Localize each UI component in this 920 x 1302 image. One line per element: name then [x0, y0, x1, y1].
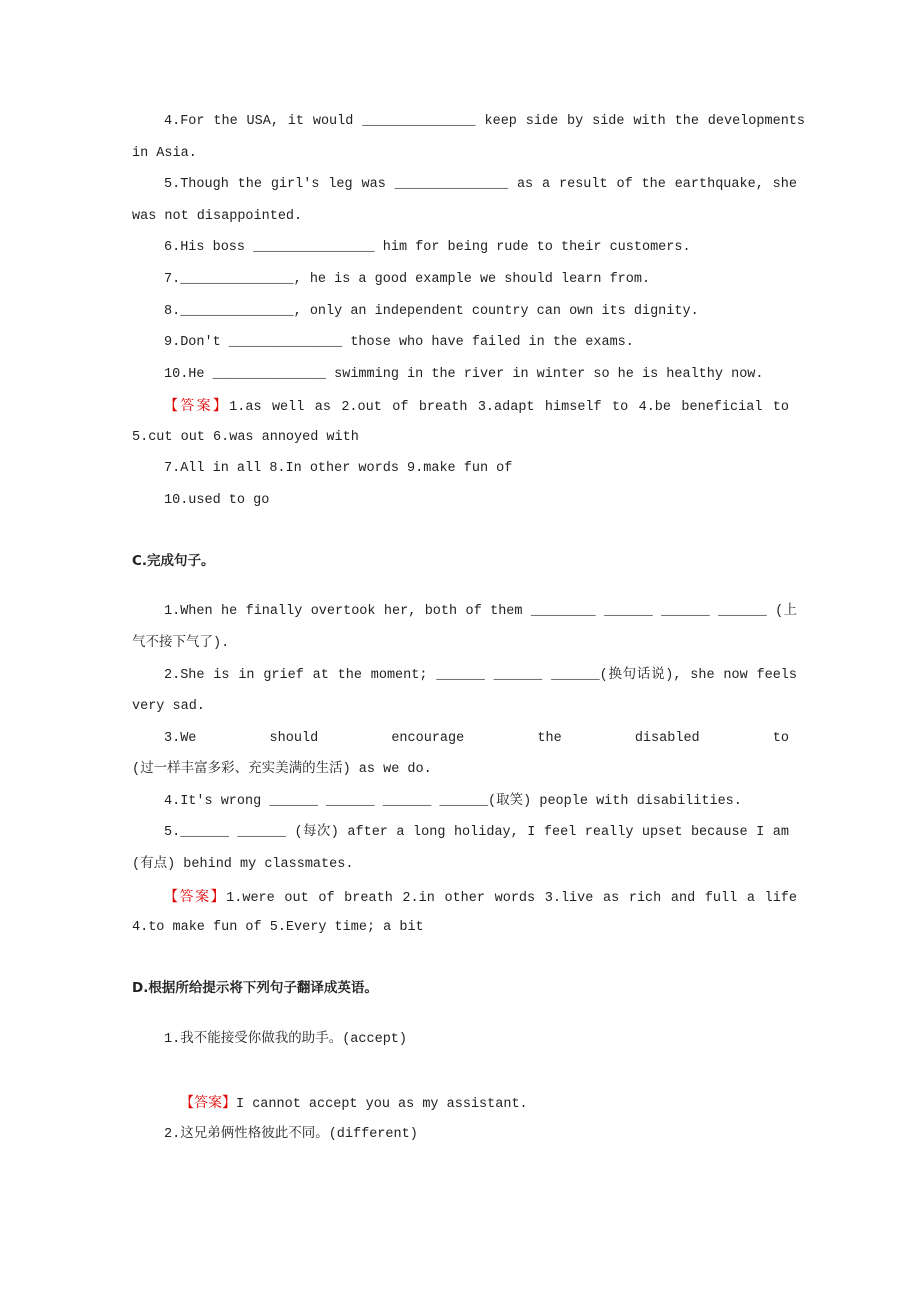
text-line: [164, 887, 797, 907]
text-line: 3.We should encourage the disabled to: [164, 731, 789, 746]
text-line: (过一样丰富多彩、充实美满的生活) as we do.: [132, 762, 432, 777]
text-line: 10.He ______________ swimming in the river in winter so he is healthy now.: [164, 367, 764, 382]
text-line: 2.She is in grief at the moment; ______ ______ ______(换句话说), she now feels: [164, 668, 797, 683]
text-line: 8.______________, only an independent country can own its dignity.: [164, 304, 699, 319]
text-line: 5.cut out 6.was annoyed with: [132, 430, 359, 445]
text-line: 7.______________, he is a good example we should learn from.: [164, 272, 651, 287]
text-line: in Asia.: [132, 146, 197, 161]
answer-label: 【答案】: [164, 889, 227, 905]
text-line: 1.我不能接受你做我的助手。(accept): [164, 1032, 408, 1047]
text-line: 5.Though the girl's leg was ______________ as a result of the earthquake, she: [164, 177, 797, 192]
answer-label: 【答案】: [180, 1095, 236, 1111]
text-line: 5.______ ______ (每次) after a long holiday, I feel really upset because I am: [164, 825, 789, 840]
answer-text: 1.were out of breath 2.in other words 3.live as rich and full a life: [226, 891, 797, 906]
answer-label: 【答案】: [164, 398, 230, 414]
answer-text: 1.as well as 2.out of breath 3.adapt himself to 4.be beneficial to: [229, 400, 789, 415]
text-line: [180, 1093, 528, 1113]
section-heading: D.根据所给提示将下列句子翻译成英语。: [132, 980, 378, 996]
text-line: 6.His boss _______________ him for being rude to their customers.: [164, 240, 691, 255]
text-line: 4.For the USA, it would ______________ keep side by side with the developments: [164, 114, 805, 129]
text-line: 2.这兄弟俩性格彼此不同。(different): [164, 1127, 418, 1142]
text-line: 1.When he finally overtook her, both of them ________ ______ ______ ______ (上: [164, 604, 797, 619]
text-line: 气不接下气了).: [132, 636, 230, 651]
answer-text: I cannot accept you as my assistant.: [236, 1097, 528, 1112]
text-line: (有点) behind my classmates.: [132, 857, 354, 872]
text-line: 10.used to go: [164, 493, 270, 508]
section-heading: C.完成句子。: [132, 553, 215, 569]
text-line: 9.Don't ______________ those who have failed in the exams.: [164, 335, 634, 350]
text-line: [164, 396, 789, 416]
text-line: 7.All in all 8.In other words 9.make fun of: [164, 461, 513, 476]
text-line: 4.to make fun of 5.Every time; a bit: [132, 920, 424, 935]
text-line: was not disappointed.: [132, 209, 303, 224]
text-line: very sad.: [132, 699, 205, 714]
text-line: 4.It's wrong ______ ______ ______ ______(取笑) people with disabilities.: [164, 794, 742, 809]
